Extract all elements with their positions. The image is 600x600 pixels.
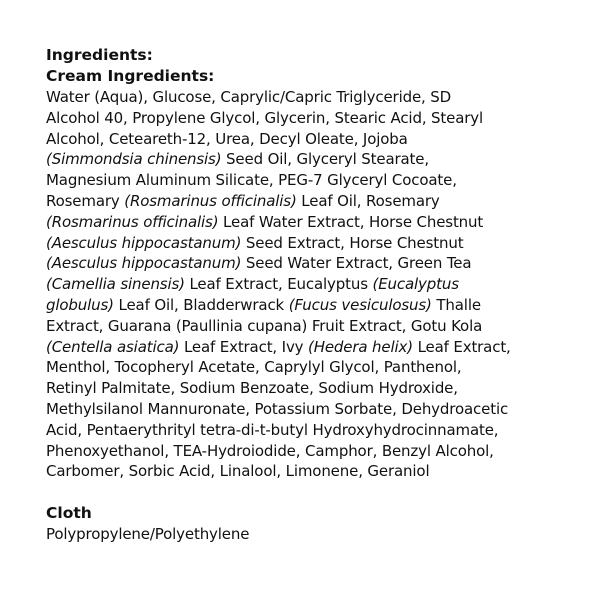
ingredient-line [46, 149, 566, 170]
ingredient-text: Water (Aqua), Glucose, Caprylic/Capric Triglyceride, SD [46, 88, 452, 106]
ingredient-text: Leaf Extract, Ivy [179, 337, 309, 356]
ingredient-text: Extract, Guarana (Paullinia cupana) Fruit Extract, Gotu Kola [46, 316, 483, 335]
ingredient-line [46, 337, 566, 358]
ingredient-text: Carbomer, Sorbic Acid, Linalool, Limonene, Geraniol [46, 462, 430, 481]
cream-ingredients-list [46, 87, 566, 482]
cloth-section [46, 503, 566, 545]
ingredient-text: Menthol, Tocopheryl Acetate, Caprylyl Glycol, Panthenol, [46, 358, 462, 377]
botanical-name: (Rosmarinus officinalis) [46, 212, 219, 231]
ingredient-text: Leaf Extract, Eucalyptus [184, 275, 373, 294]
ingredient-line [46, 253, 566, 274]
ingredients-heading: Ingredients: [46, 46, 153, 64]
botanical-name: (Centella asiatica) [46, 337, 180, 356]
ingredient-text: Thalle [431, 295, 481, 314]
ingredient-line [46, 87, 566, 108]
cloth-material: Polypropylene/Polyethylene [46, 525, 250, 544]
ingredient-text: Acid, Pentaerythrityl tetra-di-t-butyl Hydroxyhydrocinnamate, [46, 420, 499, 439]
ingredient-line [46, 295, 566, 316]
ingredient-text: Leaf Water Extract, Horse Chestnut [218, 212, 484, 231]
ingredient-line [46, 441, 566, 462]
botanical-name: globulus) [46, 295, 114, 314]
botanical-name: (Simmondsia chinensis) [46, 150, 222, 169]
ingredient-line [46, 191, 566, 212]
ingredient-text: Leaf Oil, Bladderwrack [113, 295, 289, 314]
cream-ingredients-heading: Cream Ingredients: [46, 67, 215, 85]
botanical-name: (Aesculus hippocastanum) [46, 254, 242, 273]
ingredient-text: Leaf Extract, [412, 337, 511, 356]
ingredient-text: Seed Oil, Glyceryl Stearate, [221, 150, 429, 169]
botanical-name: (Eucalyptus [372, 275, 459, 294]
botanical-name: (Fucus vesiculosus) [288, 295, 432, 314]
botanical-name: (Hedera helix) [308, 337, 413, 356]
ingredient-text: Seed Extract, Horse Chestnut [241, 233, 464, 252]
botanical-name: (Rosmarinus officinalis) [124, 191, 297, 210]
ingredient-line [46, 420, 566, 441]
ingredients-label [46, 45, 566, 545]
ingredient-line [46, 170, 566, 191]
ingredient-text: Magnesium Aluminum Silicate, PEG-7 Glyceryl Cocoate, [46, 171, 457, 190]
ingredient-text: Leaf Oil, Rosemary [296, 191, 440, 210]
ingredient-line [46, 316, 566, 337]
botanical-name: (Aesculus hippocastanum) [46, 233, 242, 252]
ingredient-line [46, 399, 566, 420]
ingredient-line [46, 378, 566, 399]
ingredient-line [46, 129, 566, 150]
ingredient-line [46, 357, 566, 378]
ingredient-text: Methylsilanol Mannuronate, Potassium Sorbate, Dehydroacetic [46, 399, 509, 418]
cloth-heading: Cloth [46, 504, 92, 523]
ingredient-line [46, 233, 566, 254]
ingredient-text: Phenoxyethanol, TEA-Hydroiodide, Camphor, Benzyl Alcohol, [46, 441, 494, 460]
ingredient-line [46, 274, 566, 295]
ingredient-line [46, 212, 566, 233]
ingredient-text: Seed Water Extract, Green Tea [241, 254, 472, 273]
ingredient-line [46, 108, 566, 129]
ingredient-line [46, 461, 566, 482]
ingredient-text: Rosemary [46, 191, 125, 210]
ingredient-text: Alcohol 40, Propylene Glycol, Glycerin, Stearic Acid, Stearyl [46, 108, 484, 127]
botanical-name: (Camellia sinensis) [46, 275, 185, 294]
ingredient-text: Alcohol, Ceteareth-12, Urea, Decyl Oleate, Jojoba [46, 129, 408, 148]
ingredient-text: Retinyl Palmitate, Sodium Benzoate, Sodium Hydroxide, [46, 379, 458, 398]
